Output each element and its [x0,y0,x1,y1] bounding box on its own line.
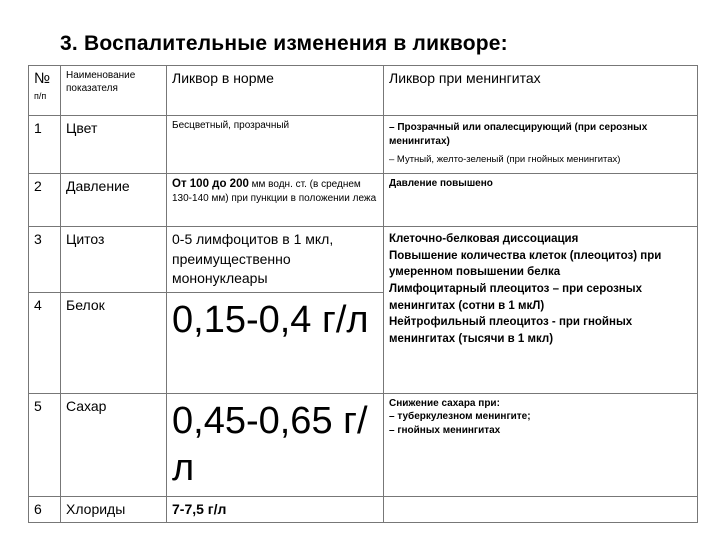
row-num: 1 [29,116,61,174]
row-name: Цитоз [61,227,167,293]
header-meningitis: Ликвор при менингитах [384,66,698,116]
neutrophilic-pleocytosis: Нейтрофильный плеоцитоз - при гнойных менингитах (тысячи в 1 мкл) [389,316,633,346]
row-name: Хлориды [61,496,167,522]
row-num: 4 [29,292,61,393]
meningitis-color-serous: – Прозрачный или опалесцирующий (при серозных менингитах) [389,122,648,147]
table-row [29,174,698,227]
row-num: 6 [29,496,61,522]
header-num-sub: п/п [34,90,47,101]
row-norm: 0,15-0,4 г/л [167,292,384,393]
table-header-row [29,66,698,116]
row-norm: 7-7,5 г/л [167,496,384,522]
table-row [29,496,698,522]
row-num: 3 [29,227,61,293]
row-num: 2 [29,174,61,227]
header-num-symbol: № [34,70,51,87]
glucose-decrease-title: Снижение сахара при: [389,397,500,409]
page-title: 3. Воспалительные изменения в ликворе: [60,32,508,55]
row-name: Давление [61,174,167,227]
table-row [29,393,698,496]
row-norm: Бесцветный, прозрачный [167,116,384,174]
pressure-norm-details: мм водн. ст. (в среднем 130-140 мм) при пункции в положении лежа [172,179,377,204]
row-norm: 0-5 лимфоцитов в 1 мкл, преимущественно мононуклеары [167,227,384,293]
lymphocytic-pleocytosis: Лимфоцитарный плеоцитоз – при серозных менингитах (сотни в 1 мкЛ) [389,283,642,312]
row-norm: 0,45-0,65 г/л [167,393,384,496]
row-name: Сахар [61,393,167,496]
pressure-norm-range: От 100 до 200 [172,178,249,190]
row-name: Цвет [61,116,167,174]
header-norm: Ликвор в норме [167,66,384,116]
glucose-purulent: – гнойных менингитах [389,424,501,436]
row-num: 5 [29,393,61,496]
header-name: Наименование показателя [61,66,167,116]
glucose-tuberculous: – туберкулезном менингите; [389,411,531,423]
row-meningitis [384,393,698,496]
cell-protein-dissociation: Клеточно-белковая диссоциация [389,233,579,245]
row-name: Белок [61,292,167,393]
row-meningitis-merged [384,227,698,394]
header-num [29,66,61,116]
row-meningitis: Давление повышено [384,174,698,227]
row-meningitis [384,496,698,522]
pleocytosis-increase: Повышение количества клеток (плеоцитоз) при умеренном повышении белка [389,249,662,279]
meningitis-color-purulent: – Мутный, желто-зеленый (при гнойных менингитах) [389,154,621,165]
table-row [29,116,698,174]
row-norm [167,174,384,227]
row-meningitis [384,116,698,174]
table-row [29,227,698,293]
csf-table [28,65,698,523]
